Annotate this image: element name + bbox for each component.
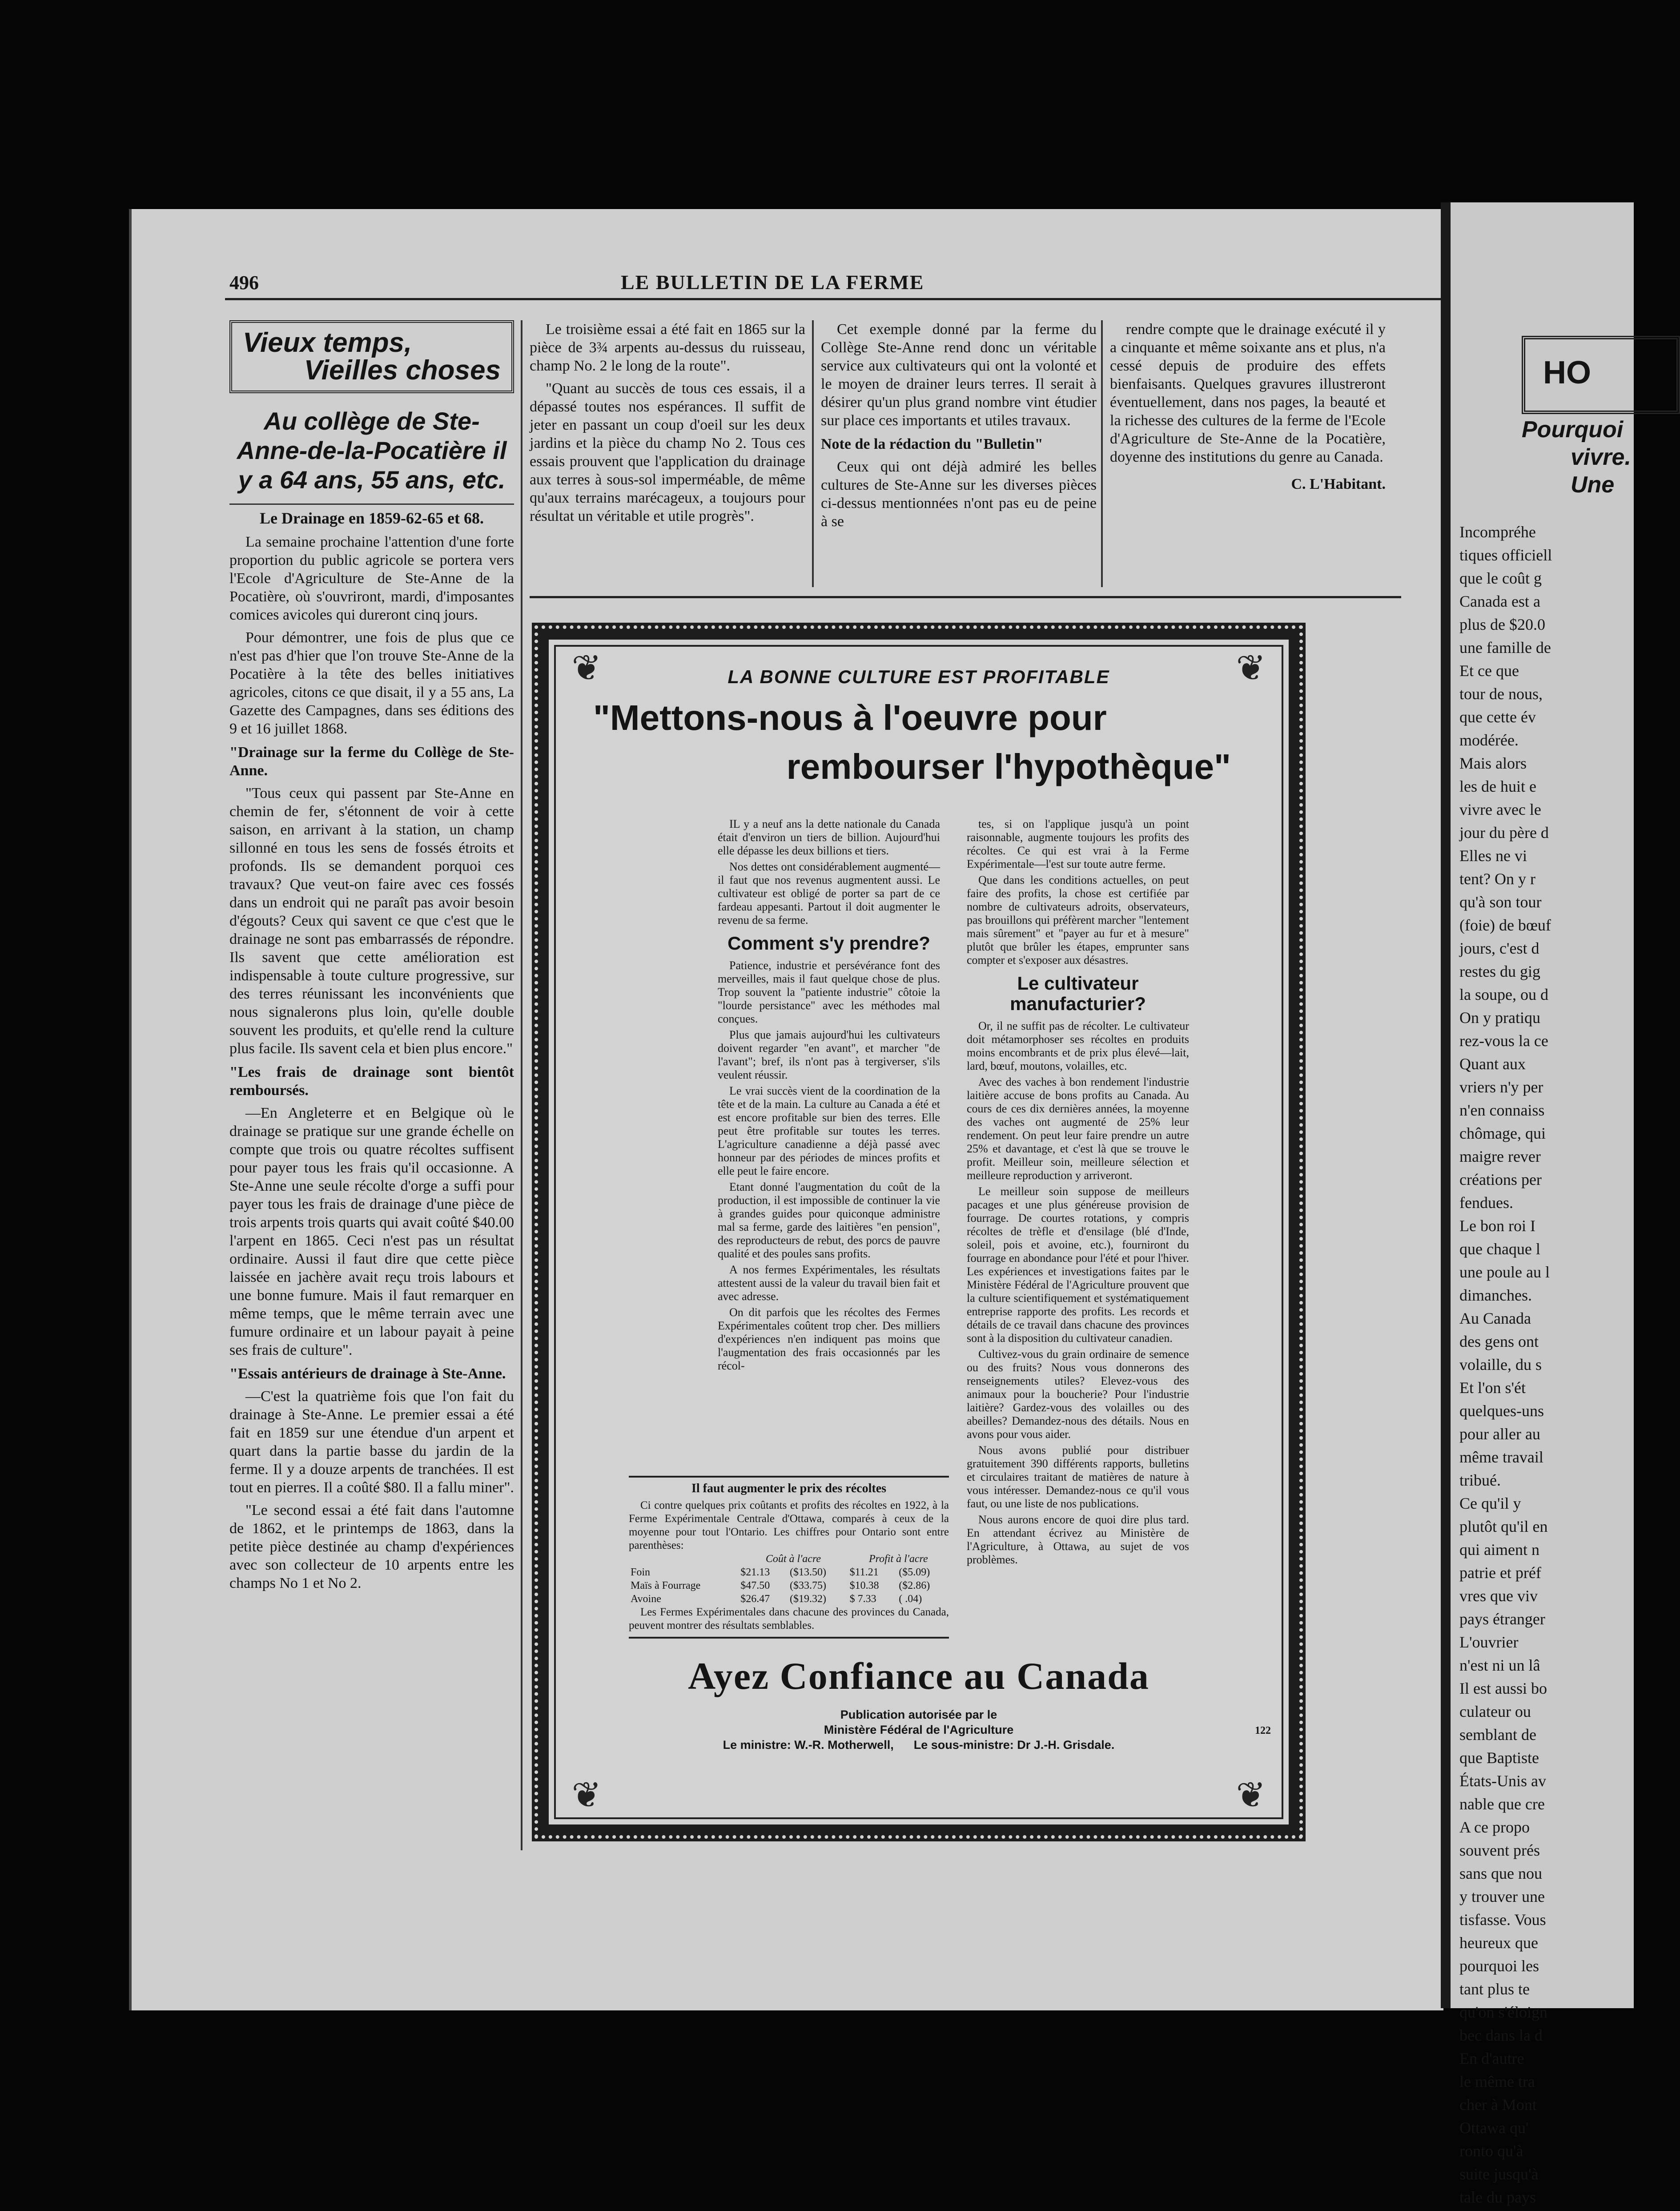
- next-page-line: vres que viv: [1459, 1587, 1538, 1605]
- next-page-line: dimanches.: [1459, 1286, 1532, 1304]
- section-heading: "Les frais de drainage sont bientôt remboursés.: [229, 1064, 514, 1099]
- ad-paragraph: Nous avons publié pour distribuer gratuitement 390 différents rapports, bulletins et circulaires traitant de matières de nature à vous intéresser. Demandez-nous ce qu'il vous faut, ou une liste de nos publications.: [967, 1444, 1189, 1510]
- ad-subheading: Le cultivateur manufacturier?: [1010, 973, 1146, 1014]
- next-page-line: pourquoi les: [1459, 1957, 1539, 1975]
- pub-line-3: Le ministre: W.-R. Motherwell, Le sous-ministre: Dr J.-H. Grisdale.: [723, 1738, 1115, 1752]
- crop-cell: Avoine: [631, 1593, 661, 1605]
- col-header-profit: Profit à l'acre: [868, 1553, 928, 1565]
- maple-leaf-ornament-icon: ❦: [571, 1776, 602, 1815]
- crop-cell: Maïs à Fourrage: [631, 1580, 701, 1591]
- next-page-column: [1459, 523, 1552, 2211]
- next-page-line: Il est aussi bo: [1459, 1679, 1547, 1697]
- next-page-line: tribué.: [1459, 1471, 1501, 1489]
- next-page-line: patrie et préf: [1459, 1564, 1541, 1582]
- next-page-line: la soupe, ou d: [1459, 986, 1548, 1003]
- ad-paragraph: IL y a neuf ans la dette nationale du Canada était d'environ un tiers de billion. Aujourd'hui elle dépasse les deux billions et tiers.: [718, 818, 940, 857]
- next-page-line: Mais alors: [1459, 754, 1527, 772]
- next-page-line: ronto qu'à: [1459, 2142, 1523, 2160]
- next-page-line: plutôt qu'il en: [1459, 1518, 1548, 1535]
- next-page-line: une famille de: [1459, 639, 1551, 656]
- next-page-line: rez-vous la ce: [1459, 1032, 1548, 1050]
- price-table-outro: Les Fermes Expérimentales dans chacune des provinces du Canada, peuvent montrer des résultats semblables.: [629, 1606, 949, 1631]
- box-line-1: Vieux temps,: [243, 327, 412, 358]
- signature: C. L'Habitant.: [1291, 476, 1386, 492]
- section-heading: Note de la rédaction du "Bulletin": [821, 436, 1043, 452]
- table-row: [629, 1579, 949, 1592]
- next-page-line: bec dans la d: [1459, 2026, 1543, 2044]
- paragraph: Le troisième essai a été fait en 1865 sur la pièce de 3¾ arpents au-dessus du ruisseau, champ No. 2 le long de la route".: [530, 321, 805, 374]
- next-page-line: tant plus te: [1459, 1980, 1530, 1998]
- headline-line: Une: [1571, 472, 1615, 498]
- next-page-line: n'est ni un lâ: [1459, 1656, 1540, 1674]
- next-page-headline: [1522, 416, 1631, 499]
- price-table-heading: Il faut augmenter le prix des récoltes: [691, 1482, 887, 1495]
- profit-ontario-cell: ( .04): [899, 1593, 922, 1605]
- next-page-line: Le bon roi I: [1459, 1217, 1535, 1235]
- profit-ontario-cell: ($5.09): [899, 1567, 930, 1578]
- next-page-line: le même tra: [1459, 2073, 1535, 2090]
- next-page-line: y trouver une: [1459, 1888, 1545, 1905]
- next-page-line: En d'autre: [1459, 2050, 1524, 2067]
- profit-ontario-cell: ($2.86): [899, 1580, 930, 1591]
- next-page-line: culateur ou: [1459, 1703, 1531, 1720]
- header-rule: [225, 298, 1443, 300]
- next-page-line: qu'à son tour: [1459, 893, 1542, 911]
- maple-leaf-ornament-icon: ❦: [1236, 1776, 1266, 1815]
- ad-publication-note: [549, 1707, 1289, 1752]
- next-page-line: Quant aux: [1459, 1055, 1526, 1073]
- next-page-line: États-Unis av: [1459, 1772, 1546, 1790]
- ad-paragraph: Avec des vaches à bon rendement l'industrie laitière accuse de bons profits au Canada. Au cours de ces dix dernières années, la moyenne des vaches ont augmenté de 25% leur rendement. On peut leur faire prendre un autre 25% et davantage, et c'est là que se trouve le profit. Meilleur soin, meilleure sélection et meilleure reproduction y arriveront.: [967, 1075, 1189, 1182]
- newspaper-page: [129, 209, 1443, 2010]
- paragraph: —En Angleterre et en Belgique où le drainage se pratique sur une grande échelle on compte que trois ou quatre récoltes suffisent pour payer tous les frais qu'il occasionne. A Ste-Anne une seule récolte d'orge a suffi pour payer tous les frais de drainage d'une pièce de trois arpents trois quarts qui avait coûté $40.00 l'arpent en 1865. Ceci n'est pas un résultat ordinaire. Aussi il faut dire que cette pièce laissée en jachère avait reçu trois labours et une bonne fumure. Mais il faut remarquer en même temps, que le même terrain avec une fumure ordinaire et un labour payait à peine ses frais de culture".: [229, 1105, 514, 1358]
- next-page-line: semblant de: [1459, 1726, 1536, 1744]
- next-page-line: qu'on s'éloign: [1459, 2003, 1547, 2021]
- next-page-line: créations per: [1459, 1171, 1542, 1188]
- column-3: [821, 320, 1097, 535]
- next-page-line: maigre rever: [1459, 1148, 1541, 1165]
- next-page-line: chômage, qui: [1459, 1124, 1546, 1142]
- price-table-header-row: [629, 1552, 949, 1566]
- next-page-line: tisfasse. Vous: [1459, 1911, 1546, 1929]
- ad-paragraph: A nos fermes Expérimentales, les résultats attestent aussi de la valeur du travail bien fait et avec adresse.: [718, 1263, 940, 1303]
- paragraph: La semaine prochaine l'attention d'une forte proportion du public agricole se portera vers l'Ecole d'Agriculture de Ste-Anne de la Pocatière, où s'ouvriront, mardi, d'imposantes comices avicoles qui dureront cinq jours.: [229, 534, 514, 623]
- ad-paragraph: Le meilleur soin suppose de meilleurs pacages et une plus généreuse provision de fourrage. De courtes rotations, y compris récoltes de trèfle et d'ensilage (blé d'Inde, soleil, pois et avoine, etc.), fourniront du fourrage en abondance pour l'été et pour l'hiver. Les expériences et investigations faites par le Ministère Fédéral de l'Agriculture prouvent que la culture scientifiquement et systématiquement entreprise rapporte des profits. Les records et détails de ce travail dans chacune des provinces sont à la disposition du cultivateur canadien.: [967, 1185, 1189, 1345]
- ad-paragraph: Cultivez-vous du grain ordinaire de semence ou des fruits? Nous vous donnerons des renseignements utiles? Elevez-vous des animaux pour la boucherie? Pour l'industrie laitière? Gardez-vous des volailles ou des abeilles? Demandez-nous des détails. Nous en avons pour vous aider.: [967, 1348, 1189, 1441]
- next-page-line: volaille, du s: [1459, 1356, 1542, 1373]
- paragraph: "Tous ceux qui passent par Ste-Anne en chemin de fer, s'étonnent de voir à cette saison, en arrivant à la station, un champ sillonné en tous les sens de fossés étroits et profonds. Ils se demandent porquoi ces travaux? Que veut-on faire avec ces fossés dans un endroit qui ne paraît pas avoir besoin d'égouts? Ceux qui savent ce que c'est que le drainage ne sont pas embarrassés de répondre. Ils savent que cette amélioration est indispensable à toute culture progressive, sur des terres réunissant les inconvénients que nous signalerons plus loin, qu'elle double souvent les produits, et qu'elle rend la culture plus facile. Ils savent cela et bien plus encore.": [229, 785, 514, 1057]
- next-page-line: heureux que: [1459, 1934, 1538, 1952]
- advertisement: [532, 623, 1306, 1841]
- next-page-line: fendues.: [1459, 1194, 1513, 1212]
- next-page-line: les de huit e: [1459, 777, 1536, 795]
- next-page-line: quelques-uns: [1459, 1402, 1544, 1420]
- next-page-line: vriers n'y per: [1459, 1078, 1543, 1096]
- cost-ontario-cell: ($19.32): [789, 1593, 826, 1605]
- running-head: LE BULLETIN DE LA FERME: [621, 271, 924, 294]
- table-row: [629, 1592, 949, 1606]
- page-gutter: [1441, 202, 1451, 2008]
- maple-leaf-ornament-icon: ❦: [1236, 649, 1266, 688]
- next-page-line: que Baptiste: [1459, 1749, 1539, 1767]
- next-page-line: n'en connaiss: [1459, 1101, 1545, 1119]
- column-rule: [521, 320, 522, 1850]
- next-page-line: des gens ont: [1459, 1333, 1539, 1350]
- next-page-line: jour du père d: [1459, 824, 1549, 842]
- next-page-line: vivre avec le: [1459, 801, 1541, 818]
- ad-paragraph: Le vrai succès vient de la coordination de la tête et de la main. La culture au Canada a été et est encore profitable sur bien des terres. Elle peut être profitable sur toutes les terres. L'agriculture canadienne a déjà passé avec honneur par des périodes de minces profits et elle peut le faire encore.: [718, 1084, 940, 1177]
- maple-leaf-ornament-icon: ❦: [571, 649, 602, 688]
- next-page-line: une poule au l: [1459, 1263, 1550, 1281]
- column-rule: [812, 320, 814, 587]
- next-page-line: restes du gig: [1459, 963, 1540, 980]
- next-page-line: Incompréhe: [1459, 523, 1536, 541]
- pub-line-1: Publication autorisée par le: [840, 1708, 997, 1721]
- next-page-line: nable que cre: [1459, 1795, 1545, 1813]
- next-page-line: Ce qu'il y: [1459, 1494, 1521, 1512]
- pub-line-2: Ministère Fédéral de l'Agriculture: [824, 1723, 1014, 1736]
- next-page-line: suite jusqu'à: [1459, 2165, 1539, 2183]
- next-page-line: jours, c'est d: [1459, 939, 1539, 957]
- ad-paragraph: On dit parfois que les récoltes des Fermes Expérimentales coûtent trop cher. Des milliers d'expériences n'en indiquent pas moins que l'augmentation des frais occasionnés par les récol-: [718, 1306, 940, 1372]
- paragraph: rendre compte que le drainage exécuté il y a cinquante et même soixante ans et plus, n'a cessé depuis de produire des effets bienfaisants. Quelques gravures illustreront éventuellement, dans nos pages, la beauté et la richesse des cultures de la ferme de l'Ecole d'Agriculture de Ste-Anne de la Pocatière, doyenne des institutions du genre au Canada.: [1110, 321, 1386, 465]
- ad-paragraph: Nos dettes ont considérablement augmenté—il faut que nos revenus augmentent aussi. Le cultivateur est obligé de porter sa part de ce fardeau appesanti. Partout il doit augmenter le revenu de sa ferme.: [718, 860, 940, 926]
- next-page-line: que le coût g: [1459, 569, 1542, 587]
- next-page-fragment: [1451, 202, 1634, 2206]
- column-1: [229, 320, 514, 1597]
- ad-paragraph: Etant donné l'augmentation du coût de la production, il est impossible de continuer la vie à grandes guides pour quiconque administre mal sa ferme, garde des laitières "en pension", des reproducteurs de rebut, des porcs de pauvre qualité et des poules sans profits.: [718, 1180, 940, 1260]
- next-page-line: Au Canada: [1459, 1309, 1531, 1327]
- next-page-line: même travail: [1459, 1448, 1543, 1466]
- ad-paragraph: tes, si on l'applique jusqu'à un point raisonnable, augmente toujours les profits des récoltes. Ce qui est vrai à la Ferme Expérimentale—l'est sur toute autre ferme.: [967, 818, 1189, 870]
- section-box-heading: [229, 320, 514, 393]
- next-page-line: que chaque l: [1459, 1240, 1540, 1258]
- ad-title-line-1: "Mettons-nous à l'oeuvre pour: [593, 698, 1107, 737]
- next-page-line: sans que nou: [1459, 1865, 1542, 1882]
- next-page-line: Et ce que: [1459, 662, 1519, 680]
- next-page-line: Et l'on s'ét: [1459, 1379, 1526, 1397]
- ad-paragraph: Patience, industrie et persévérance font des merveilles, mais il faut quelque chose de plus. Trop souvent la "patiente industrie" côtoie la "lourde persistance" avec les méthodes mal conçues.: [718, 959, 940, 1025]
- ad-number: 122: [1255, 1725, 1271, 1736]
- profit-cell: $10.38: [849, 1580, 879, 1591]
- ad-paragraph: Que dans les conditions actuelles, on peut faire des profits, la chose est certifiée par nombre de cultivateurs adroits, observateurs, pas brouillons qui préfèrent marcher "lentement mais sûrement" et "payer au fur et à mesure" plutôt que brûler les étapes, emprunter sans compter et s'exposer aux désastres.: [967, 874, 1189, 967]
- price-table-intro: Ci contre quelques prix coûtants et profits des récoltes en 1922, à la Ferme Expérimentale Centrale d'Ottawa, comparés à ceux de la moyenne pour tout l'Ontario. Les chiffres pour Ontario sont entre parenthèses:: [629, 1499, 949, 1551]
- next-page-line: qui aiment n: [1459, 1541, 1539, 1559]
- next-page-line: Canada est a: [1459, 592, 1540, 610]
- cost-cell: $26.47: [740, 1593, 770, 1605]
- ad-paragraph: Nous aurons encore de quoi dire plus tard. En attendant écrivez au Ministère de l'Agriculture, à Ottawa, au sujet de vos problèmes.: [967, 1513, 1189, 1566]
- next-page-line: Elles ne vi: [1459, 847, 1527, 865]
- box-line-2: Vieilles choses: [304, 355, 501, 386]
- next-page-line: souvent prés: [1459, 1841, 1540, 1859]
- ad-kicker: LA BONNE CULTURE EST PROFITABLE: [727, 666, 1110, 687]
- section-rule: [530, 596, 1401, 598]
- next-page-line: tale du pays: [1459, 2188, 1536, 2206]
- article-subhead: Le Drainage en 1859-62-65 et 68.: [229, 503, 514, 528]
- cost-ontario-cell: ($33.75): [789, 1580, 826, 1591]
- section-heading: "Essais antérieurs de drainage à Ste-Anne.: [229, 1365, 506, 1382]
- profit-cell: $11.21: [849, 1567, 879, 1578]
- next-page-line: pour aller au: [1459, 1425, 1540, 1443]
- next-page-line: A ce propo: [1459, 1818, 1530, 1836]
- next-page-line: modérée.: [1459, 731, 1519, 749]
- table-row: [629, 1566, 949, 1579]
- paragraph: Cet exemple donné par la ferme du Collège Ste-Anne rend donc un véritable service aux cultivateurs qui ont la volonté et le moyen de drainer leurs terres. Il serait à désirer qu'un plus grand nombre vint étudier sur place ces importants et utiles travaux.: [821, 321, 1097, 429]
- next-page-box-heading: HO: [1522, 336, 1680, 414]
- ad-paragraph: Plus que jamais aujourd'hui les cultivateurs doivent regarder "en avant", et marcher "de l'avant"; bref, ils n'ont pas à tergiverser, s'ils veulent réussir.: [718, 1028, 940, 1081]
- cost-ontario-cell: ($13.50): [789, 1567, 826, 1578]
- ad-column-left: [718, 818, 940, 1375]
- cost-cell: $21.13: [740, 1567, 770, 1578]
- next-page-line: (foie) de bœuf: [1459, 916, 1551, 934]
- col-header-cost: Coût à l'acre: [765, 1553, 821, 1565]
- next-page-line: tiques officiell: [1459, 546, 1552, 564]
- ad-slogan: Ayez Confiance au Canada: [688, 1655, 1149, 1697]
- profit-cell: $ 7.33: [849, 1593, 876, 1605]
- price-table: [629, 1552, 949, 1606]
- ad-title-line-2: rembourser l'hypothèque": [786, 747, 1231, 786]
- next-page-line: tour de nous,: [1459, 685, 1543, 703]
- headline-line: Pourquoi: [1522, 417, 1624, 443]
- column-4: [1110, 320, 1386, 493]
- next-page-line: cher à Mont: [1459, 2096, 1537, 2114]
- next-page-line: On y pratiqu: [1459, 1009, 1540, 1027]
- next-page-line: plus de $20.0: [1459, 616, 1545, 633]
- section-heading: "Drainage sur la ferme du Collège de Ste-Anne.: [229, 744, 514, 779]
- headline-line: vivre.: [1571, 444, 1631, 470]
- ad-paragraph: Or, il ne suffit pas de récolter. Le cultivateur doit métamorphoser ses récoltes en produits moins encombrants et de prix plus élevé—lait, lard, bœuf, moutons, volailles, etc.: [967, 1019, 1189, 1072]
- page-number: 496: [229, 272, 259, 294]
- column-rule: [1101, 320, 1103, 587]
- column-2: [530, 320, 805, 530]
- paragraph: —C'est la quatrième fois que l'on fait du drainage à Ste-Anne. Le premier essai a été fait en 1859 sur une étendue d'un arpent et quart dans la partie basse du jardin de la ferme. Il y a douze arpents de tranchées. Il est tout en pierres. Il a coûté $80. Il a fallu miner".: [229, 1388, 514, 1496]
- next-page-line: L'ouvrier: [1459, 1633, 1519, 1651]
- paragraph: Pour démontrer, une fois de plus que ce n'est pas d'hier que l'on trouve Ste-Anne de la Pocatière à la tête des belles initiatives agricoles, citons ce que disait, il y a 55 ans, La Gazette des Campagnes, dans ses éditions des 9 et 16 juillet 1868.: [229, 629, 514, 737]
- cost-cell: $47.50: [740, 1580, 770, 1591]
- price-table-box: [629, 1476, 949, 1639]
- paragraph: "Quant au succès de tous ces essais, il a dépassé toutes nos espérances. Il suffit de jeter en passant un coup d'oeil sur les deux jardins et la pièce du champ No 2. Tous ces essais prouvent que l'application du drainage aux terres à sous-sol imperméable, de même qu'aux terrains marécageux, a toujours pour résultat un véritable et utile progrès".: [530, 380, 805, 524]
- paragraph: Ceux qui ont déjà admiré les belles cultures de Ste-Anne sur les diverses pièces ci-dessus mentionnées n'ont pas eu de peine à se: [821, 459, 1097, 530]
- next-page-line: que cette év: [1459, 708, 1536, 726]
- ad-subheading: Comment s'y prendre?: [727, 933, 930, 954]
- article-headline: Au collège de Ste-Anne-de-la-Pocatière il y a 64 ans, 55 ans, etc.: [237, 407, 507, 494]
- ad-column-right: [967, 818, 1189, 1569]
- next-page-line: pays étranger: [1459, 1610, 1545, 1628]
- paragraph: "Le second essai a été fait dans l'automne de 1862, et le printemps de 1863, dans la petite pièce destinée au champ d'expériences avec son collecteur de 10 arpents entre les champs No 1 et No 2.: [229, 1502, 514, 1591]
- next-page-line: tent? On y r: [1459, 870, 1535, 888]
- crop-cell: Foin: [631, 1567, 651, 1578]
- next-page-line: Ottawa qu': [1459, 2119, 1529, 2137]
